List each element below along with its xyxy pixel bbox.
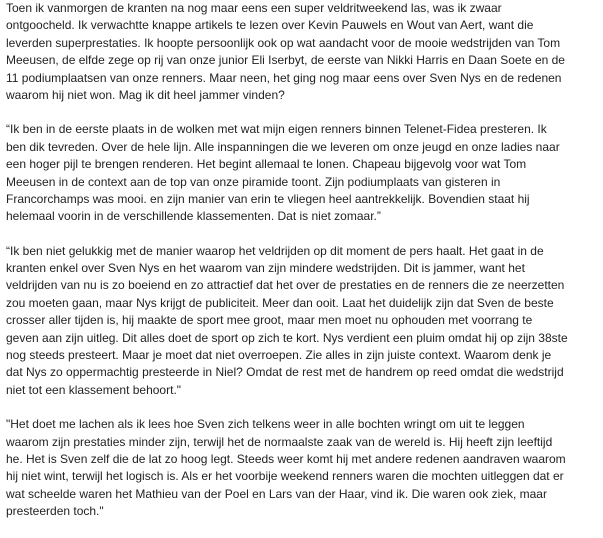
text-line: “Ik ben in de eerste plaats in de wolken met wat mijn eigen renners binnen Telenet-Fidea presteren. Ik: [6, 122, 547, 137]
article-body: [6, 0, 598, 538]
text-line: een hoger pijl te brengen renderen. Het begint allemaal te lonen. Chapeau bijgevolg voor wat Tom: [6, 157, 527, 172]
text-line: waarom hij niet won. Mag ik dit heel jammer vinden?: [6, 87, 285, 102]
text-line: niet tot een klassement behoort.": [6, 382, 182, 397]
paragraph-quote-2: [6, 243, 598, 400]
text-line: Toen ik vanmorgen de kranten na nog maar eens een super veldritweekend las, was ik zwaar: [6, 1, 502, 15]
text-line: Francorchamps was mooi. en zijn manier van erin te vliegen heel aantrekkelijk. Bovendien staat hij: [6, 191, 530, 206]
text-line: kranten enkel over Sven Nys en het waarom van zijn mindere wedstrijden. Dit is jammer, want het: [6, 261, 525, 276]
text-line: nog steeds presteert. Maar je moet dat niet overroepen. Zie alles in zijn juiste context. Waarom denk je: [6, 348, 552, 363]
text-line: “Ik ben niet gelukkig met de manier waarop het veldrijden op dit moment de pers haalt. Het gaat in de: [6, 243, 544, 258]
text-line: helemaal voorin in de verschillende klassementen. Dat is niet zomaar.”: [6, 209, 381, 224]
text-line: veldrijden van nu is zo boeiend en zo attractief dat het over de prestaties en de renners die ze neerzetten: [6, 278, 565, 293]
text-line: geven aan zijn uitleg. Dit alles doet de sport op zich te kort. Nys verdient een pluim omdat hij op zijn 38ste: [6, 330, 568, 345]
paragraph-quote-3: [6, 416, 598, 520]
text-line: ontgoocheld. Ik verwachtte knappe artikels te lezen over Kevin Pauwels en Wout van Aert, want die: [6, 18, 534, 33]
text-line: hij niet wint, terwijl het logisch is. Als er het voorbije weekend renners waren die mochten uitleggen dat er: [6, 469, 564, 484]
text-line: Meeusen in de context aan de top van onze piramide toont. Zijn podiumplaats van gisteren in: [6, 174, 501, 189]
text-line: waarom zijn prestaties minder zijn, terwijl het de normaalste zaak van de wereld is. Hij heeft zijn leeftijd: [6, 434, 553, 449]
paragraph-quote-1: [6, 121, 598, 225]
text-line: "Het doet me lachen als ik lees hoe Sven zich telkens weer in alle bochten wringt om uit te leggen: [6, 417, 525, 432]
text-line: dat Nys zo oppermachtig presteerde in Niel? Omdat de rest met de handrem op reed omdat die wedstrijd: [6, 365, 564, 380]
text-line: 11 podiumplaatsen van onze renners. Maar neen, het ging nog maar eens over Sven Nys en de redenen: [6, 70, 562, 85]
text-line: he. Het is Sven zelf die de lat zo hoog legt. Steeds weer komt hij met andere redenen aandraven waarom: [6, 451, 566, 466]
text-line: leverden superprestaties. Ik hoopte persoonlijk ook op wat aandacht voor de mooie wedstrijden van Tom: [6, 35, 561, 50]
text-line: wat scheelde waren het Mathieu van der Poel en Lars van der Haar, vind ik. Die waren ook ziek, maar: [6, 486, 547, 501]
paragraph-intro: [6, 0, 598, 104]
text-line: zou moeten gaan, maar Nys krijgt de publiciteit. Meer dan ooit. Laat het duidelijk zijn dat Sven de beste: [6, 295, 554, 310]
text-line: crosser aller tijden is, hij maakte de sport mee groot, maar men moet nu ophouden met voorrang te: [6, 313, 533, 328]
text-line: ben dik tevreden. Over de hele lijn. Alle inspanningen die we leveren om onze jeugd en onze ladies naar: [6, 139, 560, 154]
text-line: Meeusen, de elfde zege op rij van onze junior Eli Iserbyt, de eerste van Nikki Harris en Daan Soete en de: [6, 53, 565, 68]
text-line: presteerden toch.": [6, 504, 104, 519]
